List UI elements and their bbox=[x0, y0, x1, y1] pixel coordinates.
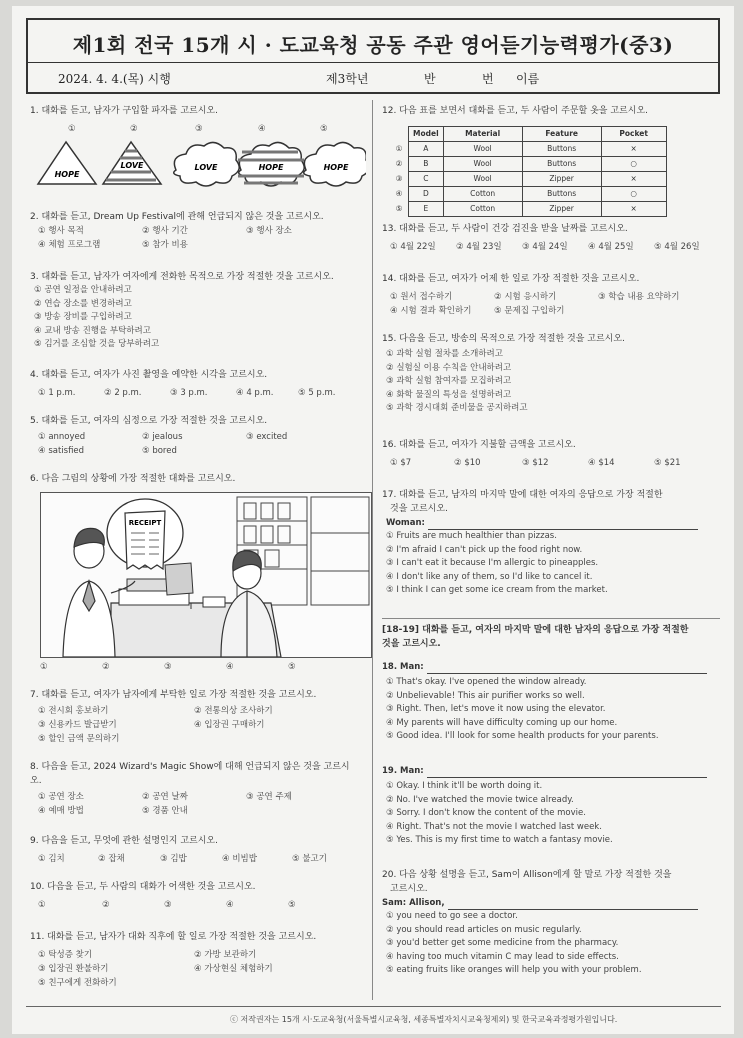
cell-pocket: × bbox=[601, 172, 666, 187]
q3-stem: 3. 대화를 듣고, 남자가 여자에게 전화한 목적으로 가장 적절한 것을 고르시오. bbox=[30, 272, 334, 282]
q9-option-5[interactable]: ⑤ 불고기 bbox=[292, 854, 327, 864]
grade-label: 제3학년 bbox=[326, 72, 369, 86]
q15-option-3[interactable]: ③ 과학 실험 참여자를 모집하려고 bbox=[386, 376, 512, 386]
cell-feature: Buttons bbox=[522, 142, 601, 157]
q8-stem: 8. 다음을 듣고, 2024 Wizard's Magic Show에 대해 언급되지 않은 것을 고르시오. bbox=[30, 762, 350, 786]
q11-stem: 11. 대화를 듣고, 남자가 대화 직후에 할 일로 가장 적절한 것을 고르시오. bbox=[30, 932, 317, 942]
q7-stem: 7. 대화를 듣고, 여자가 남자에게 부탁한 일로 가장 적절한 것을 고르시오. bbox=[30, 690, 317, 700]
q19-option-1[interactable]: ① Okay. I think it'll be worth doing it. bbox=[386, 781, 543, 791]
row-number[interactable]: ⑤ bbox=[395, 204, 403, 213]
q10-num-1[interactable]: ① bbox=[38, 900, 46, 910]
q11-option-1[interactable]: ① 탁성증 찾기 bbox=[38, 950, 93, 960]
q10-stem: 10. 다음을 듣고, 두 사람의 대화가 어색한 것을 고르시오. bbox=[30, 882, 256, 892]
row-number[interactable]: ④ bbox=[395, 189, 403, 198]
q4-stem: 4. 대화를 듣고, 여자가 사진 촬영을 예약한 시각을 고르시오. bbox=[30, 370, 268, 380]
q13-option-1[interactable]: ① 4월 22일 bbox=[390, 242, 436, 252]
q5-option-2[interactable]: ② jealous bbox=[142, 432, 183, 442]
q4-options bbox=[30, 386, 368, 400]
table-row[interactable] bbox=[390, 142, 666, 157]
q18-answer-line bbox=[382, 660, 720, 676]
question-17 bbox=[382, 488, 720, 598]
q19-option-3[interactable]: ③ Sorry. I don't know the content of the movie. bbox=[386, 808, 586, 818]
triangle-cushion-love-striped bbox=[103, 142, 161, 184]
q15-options bbox=[382, 348, 720, 416]
q2-option-1[interactable]: ① 행사 목적 bbox=[38, 226, 84, 236]
q6-illustration bbox=[40, 492, 372, 658]
q13-option-5[interactable]: ⑤ 4월 26일 bbox=[654, 242, 700, 252]
q14-stem: 14. 대화를 듣고, 여자가 어제 한 일로 가장 적절한 것을 고르시오. bbox=[382, 274, 640, 284]
name-label: 이름 bbox=[516, 72, 540, 86]
q16-options bbox=[382, 456, 720, 470]
cell-material: Cotton bbox=[443, 187, 522, 202]
q11-options-row2 bbox=[30, 962, 368, 976]
q9-option-3[interactable]: ③ 김밥 bbox=[160, 854, 187, 864]
q14-option-3[interactable]: ③ 학습 내용 요약하기 bbox=[598, 292, 680, 302]
q8-option-4[interactable]: ④ 예매 방법 bbox=[38, 806, 84, 816]
q11-options-row3 bbox=[30, 976, 368, 990]
q19-option-5[interactable]: ⑤ Yes. This is my first time to watch a fantasy movie. bbox=[386, 835, 613, 845]
cell-material: Wool bbox=[443, 142, 522, 157]
q1-num-4[interactable]: ④ bbox=[258, 124, 266, 134]
q5-options-row1 bbox=[30, 430, 368, 444]
question-7 bbox=[30, 688, 368, 746]
q2-option-2[interactable]: ② 행사 기간 bbox=[142, 226, 188, 236]
q11-option-2[interactable]: ② 가방 보관하기 bbox=[194, 950, 257, 960]
q9-option-1[interactable]: ① 김치 bbox=[38, 854, 65, 864]
q14-options-row2 bbox=[382, 304, 720, 318]
cell-material: Cotton bbox=[443, 202, 522, 217]
q18-option-1[interactable]: ① That's okay. I've opened the window already. bbox=[386, 677, 587, 687]
q17-option-5[interactable]: ⑤ I think I can get some ice cream from the market. bbox=[386, 585, 608, 595]
q11-option-4[interactable]: ④ 가상현실 체험하기 bbox=[194, 964, 273, 974]
question-16 bbox=[382, 438, 720, 470]
question-5 bbox=[30, 414, 368, 458]
question-4 bbox=[30, 368, 368, 400]
section-18-19-header bbox=[382, 618, 720, 651]
q1-num-2[interactable]: ② bbox=[130, 124, 138, 134]
q3-option-4[interactable]: ④ 교내 방송 진행을 부탁하려고 bbox=[34, 325, 151, 336]
cell-model: C bbox=[409, 172, 444, 187]
q17-answer-line bbox=[382, 516, 720, 530]
q20-option-5[interactable]: ⑤ eating fruits like oranges will help you with your problem. bbox=[386, 965, 642, 975]
q15-option-2[interactable]: ② 실험실 이용 수칙을 안내하려고 bbox=[386, 362, 512, 373]
q4-option-5[interactable]: ⑤ 5 p.m. bbox=[298, 388, 336, 398]
q9-options bbox=[30, 852, 368, 866]
cell-pocket: ○ bbox=[601, 187, 666, 202]
q11-options-row1 bbox=[30, 948, 368, 962]
q17-speaker: Woman: bbox=[386, 518, 425, 528]
q2-option-5[interactable]: ⑤ 참가 비용 bbox=[142, 240, 188, 250]
q12-product-table bbox=[390, 126, 667, 217]
q6-num-1[interactable]: ① bbox=[40, 662, 48, 672]
q18-blank[interactable] bbox=[427, 673, 707, 674]
q20-option-3[interactable]: ③ you'd better get some medicine from the pharmacy. bbox=[386, 938, 619, 948]
q5-option-5[interactable]: ⑤ bored bbox=[142, 446, 177, 456]
col-header-pocket: Pocket bbox=[601, 127, 666, 142]
cell-feature: Buttons bbox=[522, 157, 601, 172]
table-row[interactable] bbox=[390, 187, 666, 202]
row-number[interactable]: ① bbox=[395, 144, 403, 153]
q9-option-2[interactable]: ② 잡채 bbox=[98, 854, 125, 864]
q15-option-1[interactable]: ① 과학 실험 절차를 소개하려고 bbox=[386, 349, 503, 359]
cell-model: A bbox=[409, 142, 444, 157]
header-box bbox=[26, 18, 720, 94]
q18-option-4[interactable]: ④ My parents will have difficulty coming up our home. bbox=[386, 717, 618, 728]
header-divider bbox=[28, 62, 718, 63]
svg-text:HOPE: HOPE bbox=[258, 163, 284, 172]
q19-label: 19. Man: bbox=[382, 766, 424, 776]
q13-stem: 13. 대화를 듣고, 두 사람이 건강 검진을 받을 날짜를 고르시오. bbox=[382, 224, 628, 234]
cloud-cushion-hope bbox=[304, 142, 366, 186]
table-row[interactable] bbox=[390, 202, 666, 217]
q20-option-1[interactable]: ① you need to go see a doctor. bbox=[386, 911, 518, 921]
q19-option-4[interactable]: ④ Right. That's not the movie I watched last week. bbox=[386, 821, 602, 832]
cell-pocket: × bbox=[601, 202, 666, 217]
class-label: 반 bbox=[424, 72, 436, 86]
q18-options bbox=[382, 676, 720, 744]
question-18 bbox=[382, 660, 720, 744]
section-instruction-cont: 것을 고르시오. bbox=[382, 639, 441, 649]
column-divider bbox=[372, 100, 373, 1000]
q8-option-2[interactable]: ② 공연 날짜 bbox=[142, 792, 188, 802]
q16-option-1[interactable]: ① $7 bbox=[390, 458, 412, 468]
q18-option-2[interactable]: ② Unbelievable! This air purifier works so well. bbox=[386, 690, 585, 701]
q4-option-2[interactable]: ② 2 p.m. bbox=[104, 388, 142, 398]
q16-option-4[interactable]: ④ $14 bbox=[588, 458, 615, 468]
q1-stem: 1. 대화를 듣고, 남자가 구입할 파자를 고르시오. bbox=[30, 106, 218, 116]
cell-feature: Zipper bbox=[522, 172, 601, 187]
q15-stem: 15. 다음을 듣고, 방송의 목적으로 가장 적절한 것을 고르시오. bbox=[382, 334, 625, 344]
q6-stem: 6. 다음 그림의 상황에 가장 적절한 대화를 고르시오. bbox=[30, 474, 236, 484]
svg-text:LOVE: LOVE bbox=[194, 163, 218, 172]
store-checkout-scene bbox=[41, 493, 371, 657]
q10-num-5[interactable]: ⑤ bbox=[288, 900, 296, 910]
q17-stem: 17. 대화를 듣고, 남자의 마지막 말에 대한 여자의 응답으로 가장 적절한 bbox=[382, 490, 663, 500]
q1-num-1[interactable]: ① bbox=[68, 124, 76, 134]
question-2 bbox=[30, 210, 368, 252]
q1-num-5[interactable]: ⑤ bbox=[320, 124, 328, 134]
q7-option-4[interactable]: ④ 입장권 구매하기 bbox=[194, 720, 265, 730]
q18-option-3[interactable]: ③ Right. Then, let's move it now using the elevator. bbox=[386, 704, 606, 714]
question-1 bbox=[30, 104, 368, 179]
q7-options-row2 bbox=[30, 718, 368, 732]
question-6 bbox=[30, 472, 368, 486]
q3-option-2[interactable]: ② 연습 장소를 변경하려고 bbox=[34, 298, 132, 309]
q15-option-4[interactable]: ④ 화학 물질의 특성을 설명하려고 bbox=[386, 389, 512, 400]
q7-options-row3 bbox=[30, 732, 368, 746]
q7-option-1[interactable]: ① 전시회 홍보하기 bbox=[38, 706, 109, 716]
q8-option-5[interactable]: ⑤ 경품 안내 bbox=[142, 806, 188, 816]
q20-stem-cont: 고르시오. bbox=[390, 884, 428, 894]
cell-pocket: ○ bbox=[601, 157, 666, 172]
table-row[interactable] bbox=[390, 157, 666, 172]
q8-options-row2 bbox=[30, 804, 368, 818]
exam-title: 제1회 전국 15개 시 · 도교육청 공동 주관 영어듣기능력평가(중3) bbox=[72, 33, 674, 57]
cell-material: Wool bbox=[443, 157, 522, 172]
question-11 bbox=[30, 930, 368, 990]
q6-num-5[interactable]: ⑤ bbox=[288, 662, 296, 672]
q20-speaker: Sam: Allison, bbox=[382, 898, 445, 908]
q14-option-4[interactable]: ④ 시험 결과 확인하기 bbox=[390, 306, 472, 316]
q7-options-row1 bbox=[30, 704, 368, 718]
cloud-cushion-love bbox=[174, 142, 239, 186]
cell-model: E bbox=[409, 202, 444, 217]
q7-option-2[interactable]: ② 전통의상 조사하기 bbox=[194, 706, 273, 716]
q6-options bbox=[30, 660, 368, 674]
q13-option-3[interactable]: ③ 4월 24일 bbox=[522, 242, 568, 252]
q8-option-3[interactable]: ③ 공연 주제 bbox=[246, 792, 292, 802]
question-10 bbox=[30, 880, 368, 912]
cloud-cushion-hope-striped bbox=[238, 142, 304, 186]
q14-option-2[interactable]: ② 시험 응시하기 bbox=[494, 292, 557, 302]
question-13 bbox=[382, 222, 720, 254]
table-row[interactable] bbox=[390, 172, 666, 187]
q17-stem-cont: 것을 고르시오. bbox=[390, 504, 448, 514]
q8-options-row1 bbox=[30, 790, 368, 804]
q2-option-3[interactable]: ③ 행사 장소 bbox=[246, 226, 292, 236]
q20-answer-line bbox=[382, 896, 720, 910]
q9-option-4[interactable]: ④ 비빔밥 bbox=[222, 854, 257, 864]
question-8 bbox=[30, 760, 368, 818]
q5-stem: 5. 대화를 듣고, 여자의 심정으로 가장 적절한 것을 고르시오. bbox=[30, 416, 268, 426]
q12-stem: 12. 다음 표를 보면서 대화를 듣고, 두 사람이 주문할 옷을 고르시오. bbox=[382, 106, 648, 116]
q18-label: 18. Man: bbox=[382, 662, 424, 672]
q15-option-5[interactable]: ⑤ 과학 경시대회 준비물을 공지하려고 bbox=[386, 403, 528, 413]
question-15 bbox=[382, 332, 720, 416]
q7-option-3[interactable]: ③ 신용카드 발급받기 bbox=[38, 720, 117, 730]
q16-stem: 16. 대화를 듣고, 여자가 지불할 금액을 고르시오. bbox=[382, 440, 576, 450]
q17-option-3[interactable]: ③ I can't eat it because I'm allergic to pineapples. bbox=[386, 558, 599, 568]
q6-num-4[interactable]: ④ bbox=[226, 662, 234, 672]
q1-cushion-images bbox=[36, 140, 366, 188]
q3-option-3[interactable]: ③ 방송 장비를 구입하려고 bbox=[34, 312, 132, 322]
question-3 bbox=[30, 270, 368, 352]
q3-option-1[interactable]: ① 공연 일정을 안내하려고 bbox=[34, 285, 132, 295]
q11-option-3[interactable]: ③ 입장권 환불하기 bbox=[38, 964, 109, 974]
col-header-feature: Feature bbox=[522, 127, 601, 142]
question-9 bbox=[30, 834, 368, 866]
q14-option-5[interactable]: ⑤ 문제집 구입하기 bbox=[494, 306, 565, 316]
q2-options-row1 bbox=[30, 224, 368, 238]
q19-options bbox=[382, 780, 720, 848]
q14-option-1[interactable]: ① 원서 접수하기 bbox=[390, 292, 453, 302]
q11-option-5[interactable]: ⑤ 친구에게 전화하기 bbox=[38, 978, 117, 988]
question-19 bbox=[382, 764, 720, 848]
q6-num-2[interactable]: ② bbox=[102, 662, 110, 672]
footer-divider bbox=[26, 1006, 721, 1007]
q5-option-3[interactable]: ③ excited bbox=[246, 432, 288, 442]
q9-stem: 9. 다음을 듣고, 무엇에 관한 설명인지 고르시오. bbox=[30, 836, 218, 846]
q14-options-row1 bbox=[382, 290, 720, 304]
q13-option-4[interactable]: ④ 4월 25일 bbox=[588, 242, 634, 252]
cell-model: B bbox=[409, 157, 444, 172]
cell-model: D bbox=[409, 187, 444, 202]
row-number[interactable]: ③ bbox=[395, 174, 403, 183]
section-instruction: [18-19] 대화를 듣고, 여자의 마지막 말에 대한 남자의 응답으로 가장 적절한 bbox=[382, 625, 689, 635]
q7-option-5[interactable]: ⑤ 할인 금액 문의하기 bbox=[38, 734, 120, 744]
q19-option-2[interactable]: ② No. I've watched the movie twice already. bbox=[386, 794, 574, 805]
q4-option-3[interactable]: ③ 3 p.m. bbox=[170, 388, 208, 398]
question-20 bbox=[382, 868, 720, 978]
q20-option-2[interactable]: ② you should read articles on music regularly. bbox=[386, 924, 582, 935]
q17-option-4[interactable]: ④ I don't like any of them, so I'd like to cancel it. bbox=[386, 571, 593, 582]
svg-text:LOVE: LOVE bbox=[120, 161, 144, 170]
row-number[interactable]: ② bbox=[395, 159, 403, 168]
q16-option-3[interactable]: ③ $12 bbox=[522, 458, 549, 468]
q17-option-2[interactable]: ② I'm afraid I can't pick up the food right now. bbox=[386, 544, 583, 555]
q10-num-3[interactable]: ③ bbox=[164, 900, 172, 910]
q10-numbers bbox=[30, 898, 368, 912]
q16-option-2[interactable]: ② $10 bbox=[454, 458, 481, 468]
q2-option-4[interactable]: ④ 체험 프로그램 bbox=[38, 240, 101, 250]
q17-options bbox=[382, 530, 720, 598]
cell-pocket: × bbox=[601, 142, 666, 157]
exam-date: 2024. 4. 4.(목) 시행 bbox=[58, 72, 171, 86]
question-14 bbox=[382, 272, 720, 318]
q4-option-1[interactable]: ① 1 p.m. bbox=[38, 388, 76, 398]
q13-options bbox=[382, 240, 720, 254]
q3-options bbox=[30, 284, 368, 352]
col-header-model: Model bbox=[409, 127, 444, 142]
svg-text:HOPE: HOPE bbox=[323, 163, 349, 172]
q5-options-row2 bbox=[30, 444, 368, 458]
q13-option-2[interactable]: ② 4월 23일 bbox=[456, 242, 502, 252]
q6-num-3[interactable]: ③ bbox=[164, 662, 172, 672]
q19-blank[interactable] bbox=[427, 777, 707, 778]
q1-num-3[interactable]: ③ bbox=[195, 124, 203, 134]
q4-option-4[interactable]: ④ 4 p.m. bbox=[236, 388, 274, 398]
q19-answer-line bbox=[382, 764, 720, 780]
q20-options bbox=[382, 910, 720, 978]
table-header-row bbox=[390, 127, 666, 142]
q17-option-1[interactable]: ① Fruits are much healthier than pizzas. bbox=[386, 531, 557, 541]
number-label: 번 bbox=[482, 72, 494, 86]
q2-stem: 2. 대화를 듣고, Dream Up Festival에 관해 언급되지 않은 것을 고르시오. bbox=[30, 212, 324, 222]
svg-text:HOPE: HOPE bbox=[54, 170, 80, 179]
q5-option-4[interactable]: ④ satisfied bbox=[38, 446, 85, 456]
cell-feature: Buttons bbox=[522, 187, 601, 202]
q10-num-4[interactable]: ④ bbox=[226, 900, 234, 910]
q1-numbers bbox=[30, 122, 368, 136]
q2-options-row2 bbox=[30, 238, 368, 252]
question-12 bbox=[382, 104, 720, 217]
triangle-cushion-hope bbox=[38, 142, 96, 184]
cell-feature: Zipper bbox=[522, 202, 601, 217]
q10-num-2[interactable]: ② bbox=[102, 900, 110, 910]
q5-option-1[interactable]: ① annoyed bbox=[38, 432, 86, 442]
q16-option-5[interactable]: ⑤ $21 bbox=[654, 458, 681, 468]
cell-material: Wool bbox=[443, 172, 522, 187]
q6-numbers bbox=[30, 660, 368, 674]
q20-option-4[interactable]: ④ having too much vitamin C may lead to side effects. bbox=[386, 951, 619, 962]
copyright-footer: ⓒ 저작권자는 15개 시·도교육청(서울특별시교육청, 세종특별자치시교육청제외) 및 한국교육과정평가원입니다. bbox=[230, 1015, 618, 1024]
q8-option-1[interactable]: ① 공연 장소 bbox=[38, 792, 84, 802]
q18-option-5[interactable]: ⑤ Good idea. I'll look for some health products for your parents. bbox=[386, 731, 659, 741]
q20-stem: 20. 다음 상황 설명을 듣고, Sam이 Allison에게 할 말로 가장 적절한 것을 bbox=[382, 870, 672, 880]
col-header-material: Material bbox=[443, 127, 522, 142]
svg-text:RECEIPT: RECEIPT bbox=[128, 519, 162, 527]
q3-option-5[interactable]: ⑤ 김거를 조심할 것을 당부하려고 bbox=[34, 339, 160, 349]
